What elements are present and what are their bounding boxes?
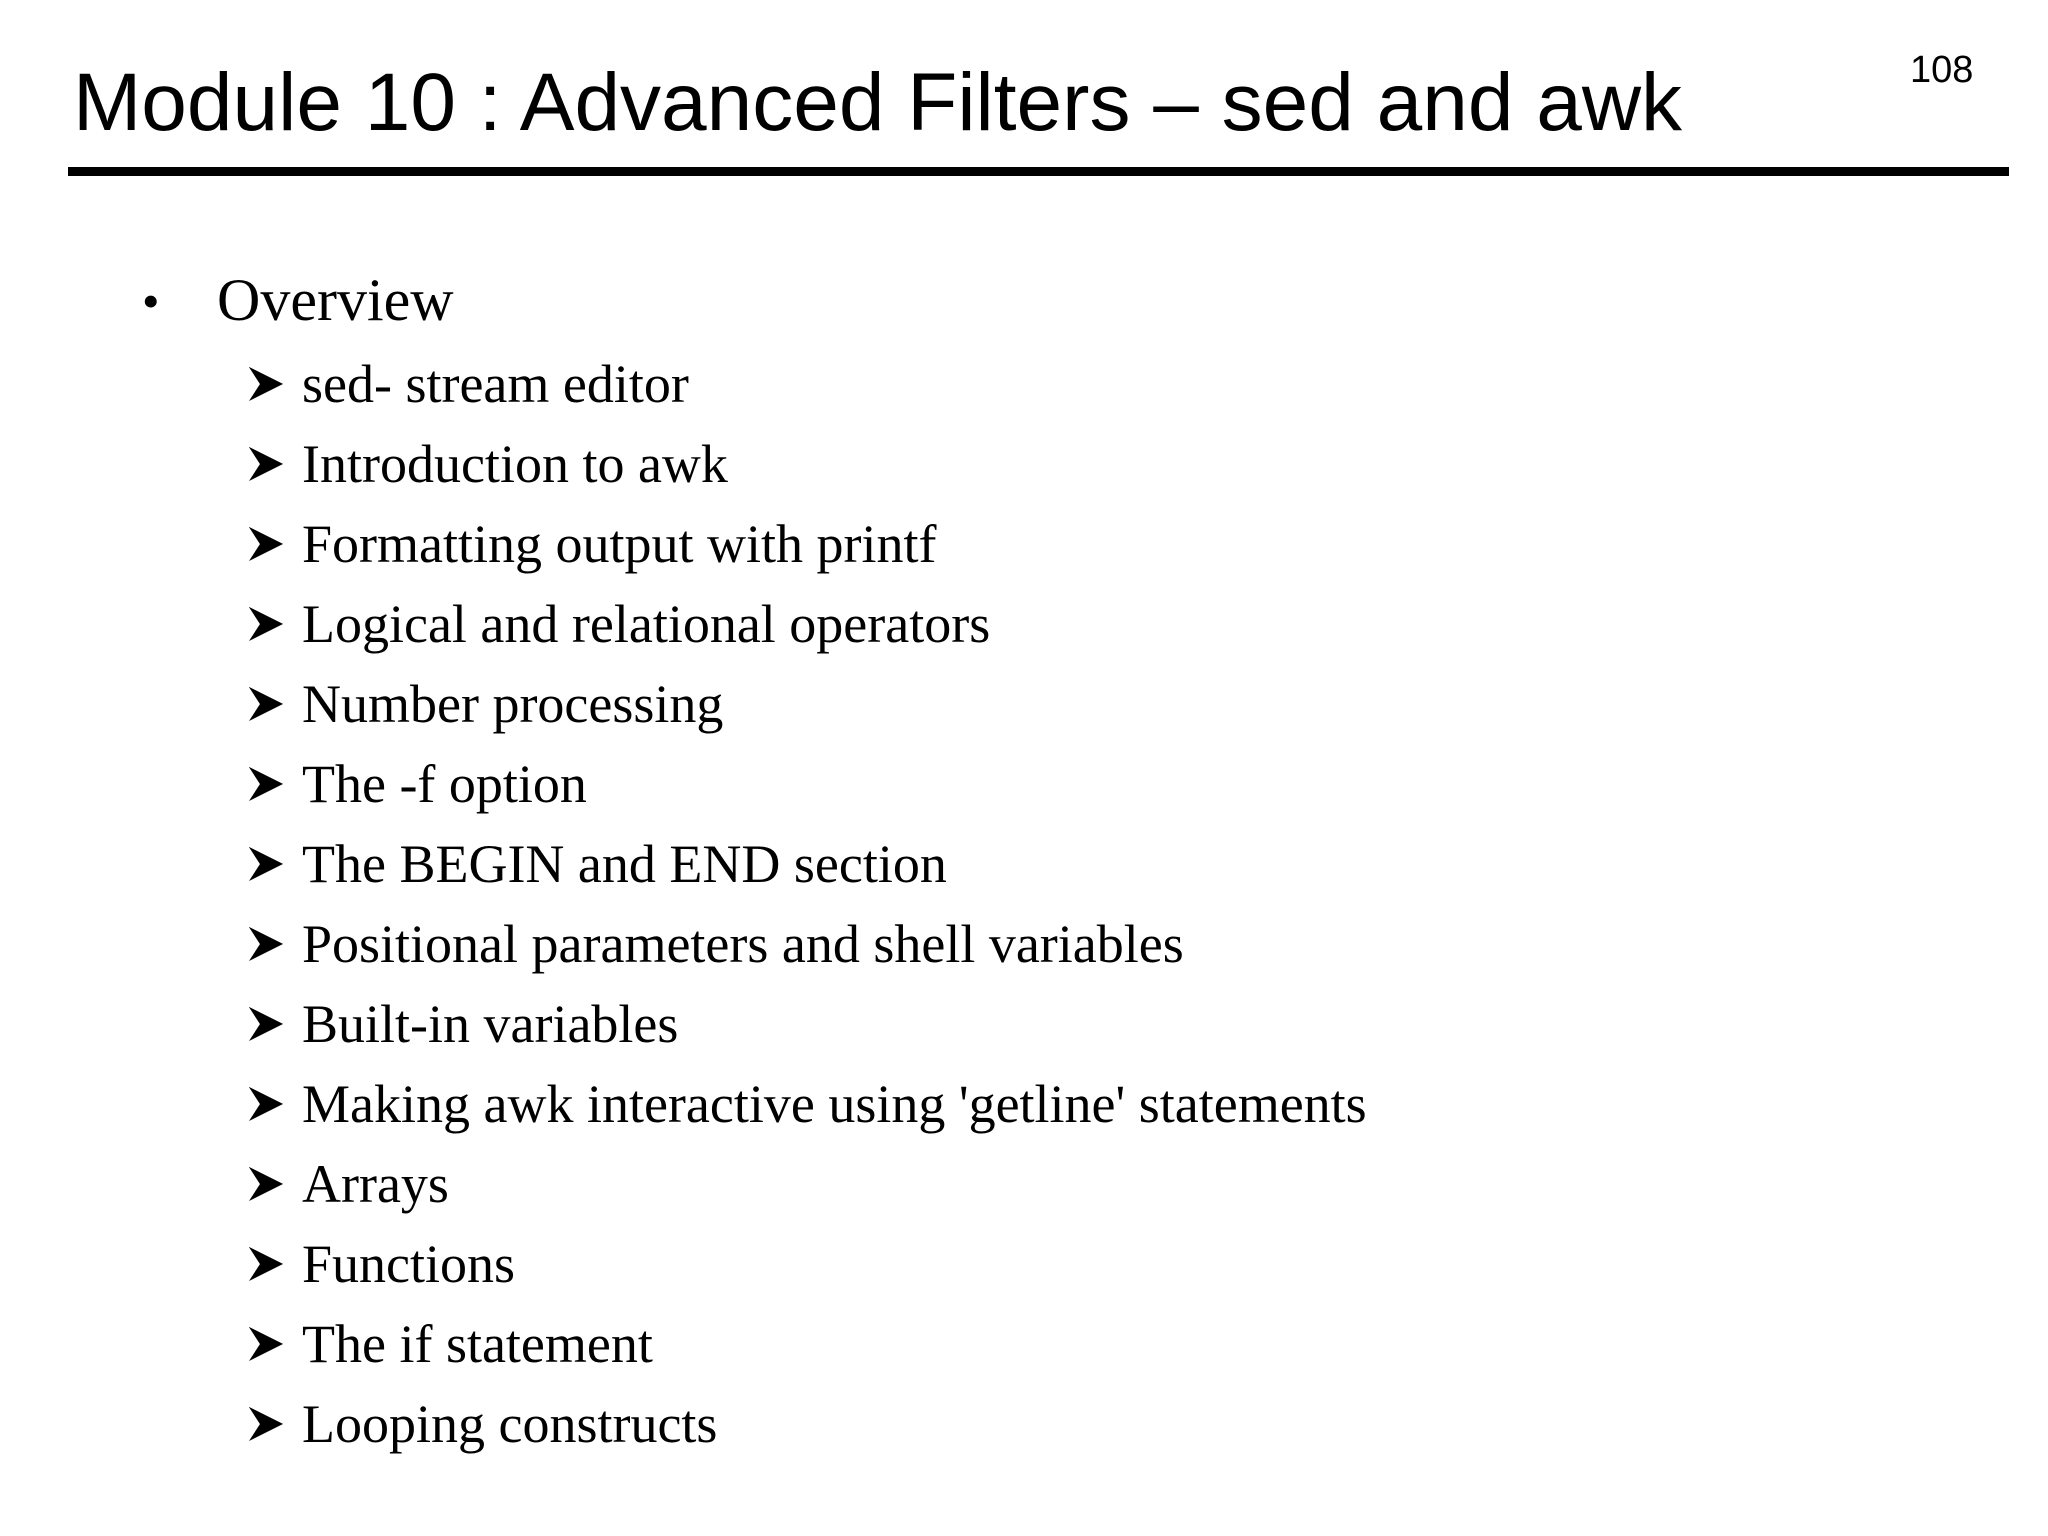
list-item [246, 744, 1367, 824]
overview-heading: Overview [217, 267, 454, 333]
topic-label: The if statement [302, 1314, 653, 1374]
arrow-bullet-icon [246, 1244, 286, 1284]
list-item [246, 984, 1367, 1064]
arrow-bullet-icon [246, 844, 286, 884]
topic-label: Number processing [302, 674, 724, 734]
list-item [246, 344, 1367, 424]
arrow-bullet-icon [246, 604, 286, 644]
list-item [246, 584, 1367, 664]
topic-list [246, 344, 1367, 1464]
list-item [246, 1064, 1367, 1144]
arrow-bullet-icon [246, 764, 286, 804]
bullet-dot-icon: • [142, 273, 160, 329]
list-item [246, 1384, 1367, 1464]
topic-label: Arrays [302, 1154, 449, 1214]
arrow-bullet-icon [246, 364, 286, 404]
list-item [246, 424, 1367, 504]
list-item [246, 1224, 1367, 1304]
topic-label: Formatting output with printf [302, 514, 937, 574]
arrow-bullet-icon [246, 924, 286, 964]
slide-title: Module 10 : Advanced Filters – sed and awk [73, 57, 1683, 148]
list-item [246, 904, 1367, 984]
topic-label: The BEGIN and END section [302, 834, 947, 894]
topic-label: Built-in variables [302, 994, 679, 1054]
list-item [246, 1304, 1367, 1384]
topic-label: Functions [302, 1234, 516, 1294]
arrow-bullet-icon [246, 1404, 286, 1444]
arrow-bullet-icon [246, 1164, 286, 1204]
topic-label: sed- stream editor [302, 354, 689, 414]
topic-label: Logical and relational operators [302, 594, 991, 654]
title-divider [68, 167, 2009, 176]
topic-label: Making awk interactive using 'getline' statements [302, 1074, 1367, 1134]
list-item [246, 664, 1367, 744]
arrow-bullet-icon [246, 1084, 286, 1124]
arrow-bullet-icon [246, 524, 286, 564]
topic-label: Positional parameters and shell variables [302, 914, 1184, 974]
arrow-bullet-icon [246, 444, 286, 484]
topic-label: Looping constructs [302, 1394, 718, 1454]
list-item [246, 1144, 1367, 1224]
topic-label: Introduction to awk [302, 434, 728, 494]
list-item [246, 504, 1367, 584]
page-number: 108 [1910, 49, 1974, 91]
arrow-bullet-icon [246, 1324, 286, 1364]
arrow-bullet-icon [246, 1004, 286, 1044]
list-item [246, 824, 1367, 904]
topic-label: The -f option [302, 754, 587, 814]
arrow-bullet-icon [246, 684, 286, 724]
